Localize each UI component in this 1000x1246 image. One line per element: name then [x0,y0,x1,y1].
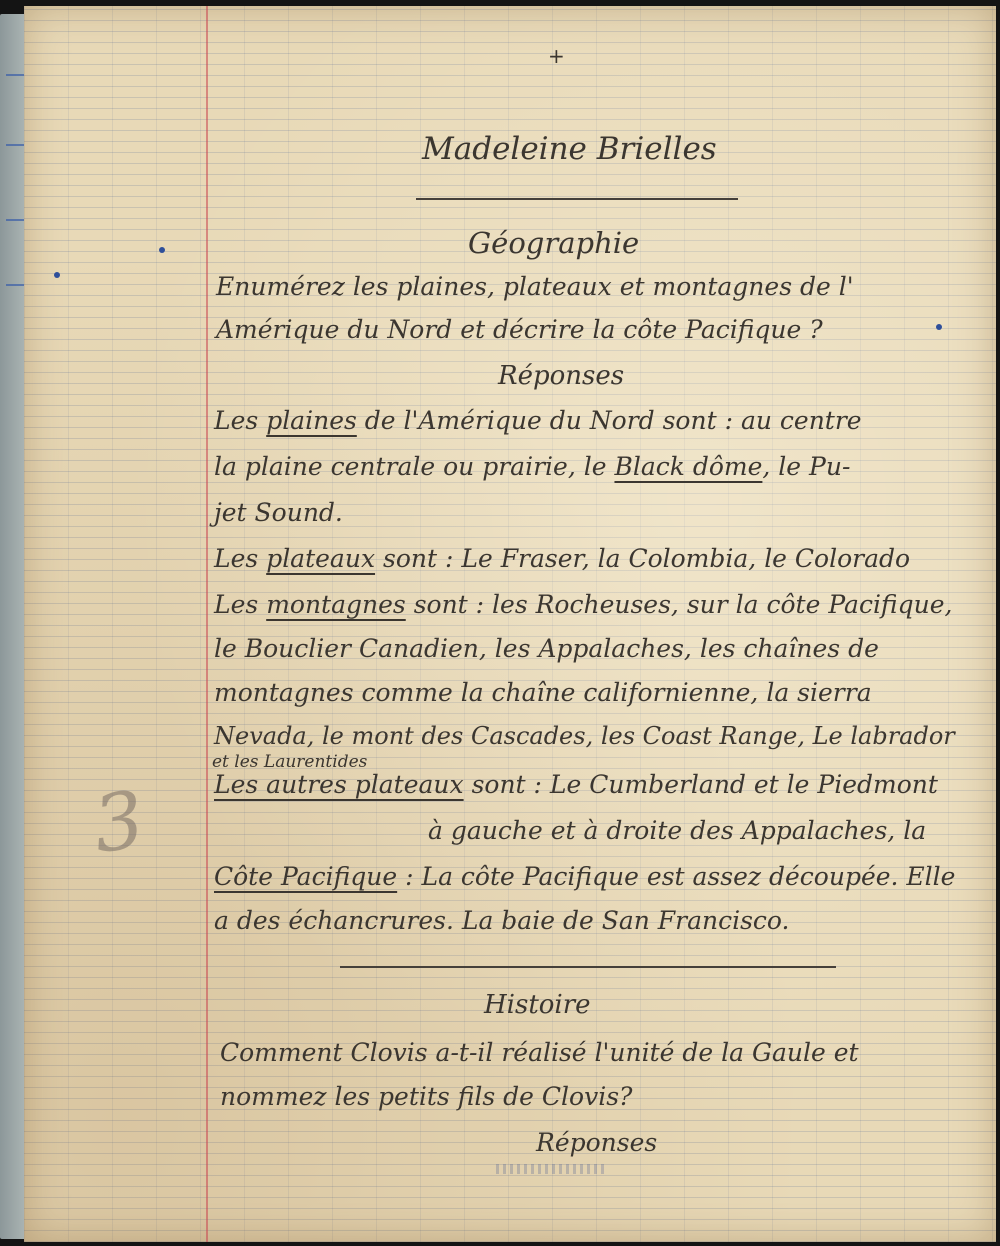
answer-line: à gauche et à droite des Appalaches, la [428,816,927,845]
faint-ink-marks [496,1164,606,1174]
answer-line: le Bouclier Canadien, les Appalaches, les chaînes de [214,634,879,663]
answer-text: sont : les Rocheuses, sur la côte Pacifique, [413,590,953,619]
history-heading: Histoire [484,990,591,1020]
answer-text: sont : Le Fraser, la Colombia, le Colorado [383,544,911,573]
blue-mark-decoration [6,74,24,76]
ink-dot [159,247,165,253]
underlined-term: Black dôme [614,452,763,481]
answer-text: sont : Le Cumberland et le Piedmont [471,770,938,799]
history-answers-heading: Réponses [536,1128,658,1157]
author-name: Madeleine Brielles [422,131,717,167]
blue-mark-decoration [6,144,24,146]
answer-text: de l'Amérique du Nord sont : au centre [364,406,862,435]
red-margin-line [206,6,208,1242]
separator-line [340,966,836,968]
answer-line [214,454,850,479]
notebook-page [24,6,996,1242]
page-mark: + [548,44,565,68]
blue-mark-decoration [6,219,24,221]
answer-line: Nevada, le mont des Cascades, les Coast Range, Le labrador [214,722,955,750]
ink-dot [936,324,942,330]
answer-line [214,864,955,889]
underlined-term: Les autres plateaux [214,770,464,799]
answer-line: a des échancrures. La baie de San Francisco. [214,906,790,935]
answer-line [214,546,910,571]
geography-question-line: Amérique du Nord et décrire la côte Pacifique ? [216,315,823,344]
separator-line [416,198,738,200]
underlined-term: montagnes [266,590,406,619]
geography-question-line: Enumérez les plaines, plateaux et montagnes de l' [216,272,854,301]
history-question-line: Comment Clovis a-t-il réalisé l'unité de la Gaule et [220,1038,859,1067]
answer-line: montagnes comme la chaîne californienne, la sierra [214,678,872,707]
margin-grade: 3 [87,774,150,872]
answer-line [214,408,862,433]
answer-line [214,592,952,617]
answer-text: Les [214,590,259,619]
answer-text: la plaine centrale ou prairie, le [214,452,607,481]
underlined-term: plateaux [266,544,376,573]
inserted-note: et les Laurentides [212,752,368,772]
underlined-term: Côte Pacifique [214,862,398,891]
blue-mark-decoration [6,284,24,286]
answer-text: Les [214,406,259,435]
ink-dot [54,272,60,278]
geography-answers-heading: Réponses [498,361,625,391]
geography-heading: Géographie [468,226,640,260]
answer-line: jet Sound. [214,498,343,527]
answer-text: Les [214,544,259,573]
answer-line [214,772,938,797]
history-question-line: nommez les petits fils de Clovis? [220,1082,633,1111]
underlined-term: plaines [266,406,357,435]
answer-text: , le Pu- [762,452,851,481]
answer-text: : La côte Pacifique est assez découpée. Elle [405,862,956,891]
